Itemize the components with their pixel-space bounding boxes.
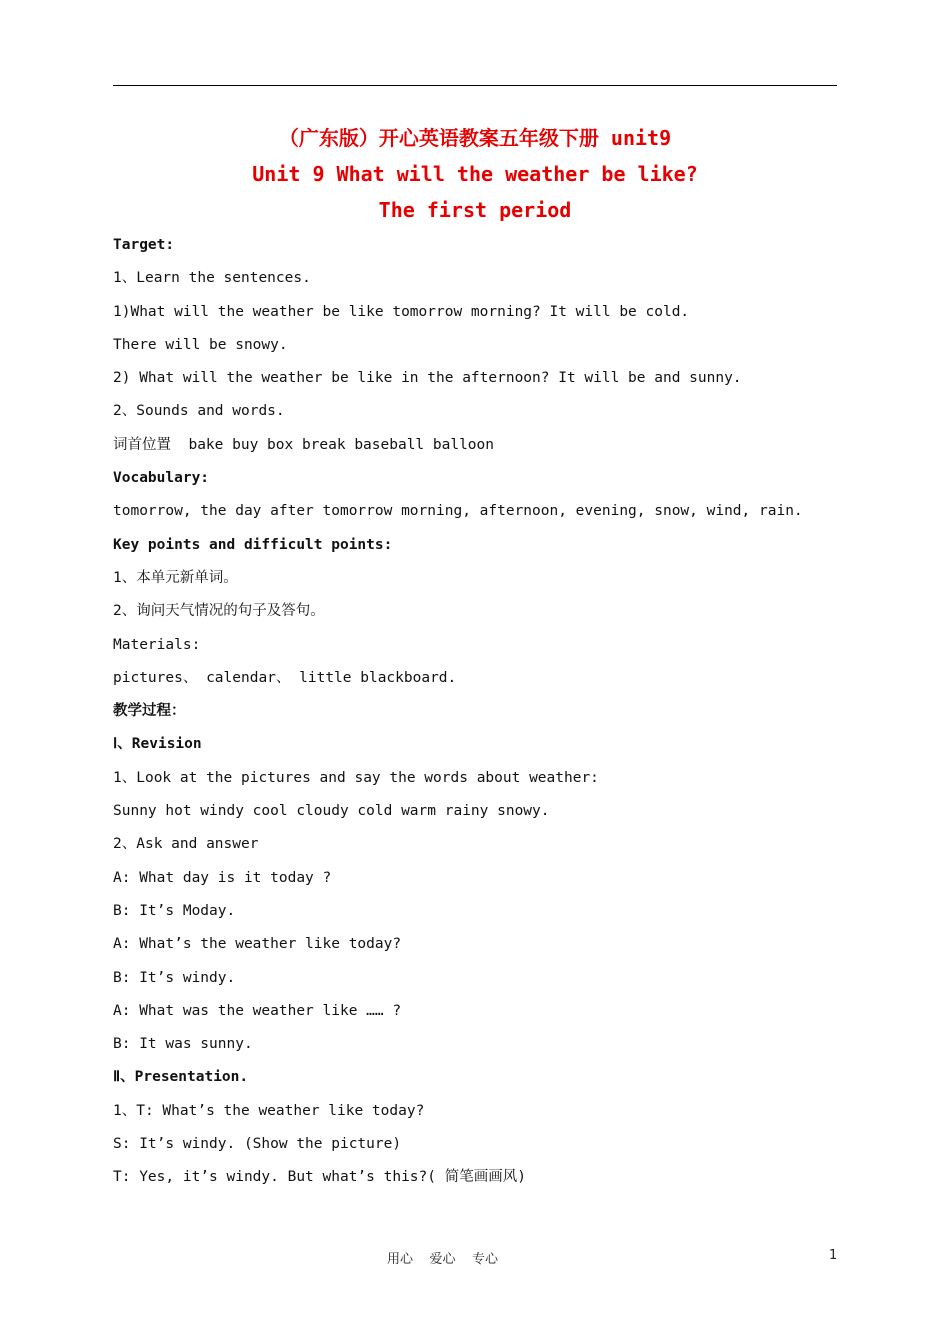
body-line: 1、T: What’s the weather like today? [113, 1102, 425, 1119]
lesson-body [113, 229, 843, 1195]
page-number: 1 [829, 1248, 838, 1263]
body-line: B: It’s windy. [113, 969, 236, 986]
body-line: A: What day is it today ? [113, 869, 332, 886]
body-line: 1、本单元新单词。 [113, 569, 238, 586]
body-line: 1)What will the weather be like tomorrow morning? It will be cold. [113, 303, 690, 320]
body-line: A: What was the weather like …… ? [113, 1002, 402, 1019]
body-line: tomorrow, the day after tomorrow morning, afternoon, evening, snow, wind, rain. [113, 503, 803, 520]
body-line: 1、Look at the pictures and say the words about weather: [113, 769, 599, 786]
section-heading: Ⅱ、Presentation. [113, 1069, 249, 1086]
body-line: Sunny hot windy cool cloudy cold warm rainy snowy. [113, 803, 550, 820]
section-heading: Ⅰ、Revision [113, 736, 202, 753]
section-heading: 教学过程： [113, 703, 186, 720]
body-line: Materials: [113, 636, 201, 653]
section-heading: Key points and difficult points: [113, 536, 393, 553]
body-line: 2、询问天气情况的句子及答句。 [113, 603, 325, 620]
footer-motto: 用心 爱心 专心 [387, 1252, 499, 1267]
section-heading: Target: [113, 237, 175, 253]
body-line: 1、Learn the sentences. [113, 270, 311, 287]
body-line: pictures、 calendar、 little blackboard. [113, 669, 457, 686]
body-line: 2) What will the weather be like in the afternoon? It will be and sunny. [113, 370, 742, 387]
body-line: A: What’s the weather like today? [113, 936, 402, 953]
body-line: 词首位置 bake buy box break baseball balloon [113, 436, 494, 453]
document-title [113, 120, 837, 228]
body-line: There will be snowy. [113, 336, 288, 353]
body-line: S: It’s windy. (Show the picture) [113, 1136, 402, 1153]
body-line: 2、Sounds and words. [113, 403, 285, 420]
header-rule [113, 85, 837, 86]
body-line: T: Yes, it’s windy. But what’s this?( 简笔画画风) [113, 1169, 526, 1186]
body-line: B: It was sunny. [113, 1036, 253, 1053]
title-line-3: The first period [378, 198, 572, 222]
title-line-1: （广东版）开心英语教案五年级下册 unit9 [278, 126, 672, 150]
body-line: B: It’s Moday. [113, 902, 236, 919]
section-heading: Vocabulary: [113, 470, 210, 487]
page-footer [0, 1248, 950, 1268]
title-line-2: Unit 9 What will the weather be like? [252, 162, 698, 186]
body-line: 2、Ask and answer [113, 836, 259, 853]
